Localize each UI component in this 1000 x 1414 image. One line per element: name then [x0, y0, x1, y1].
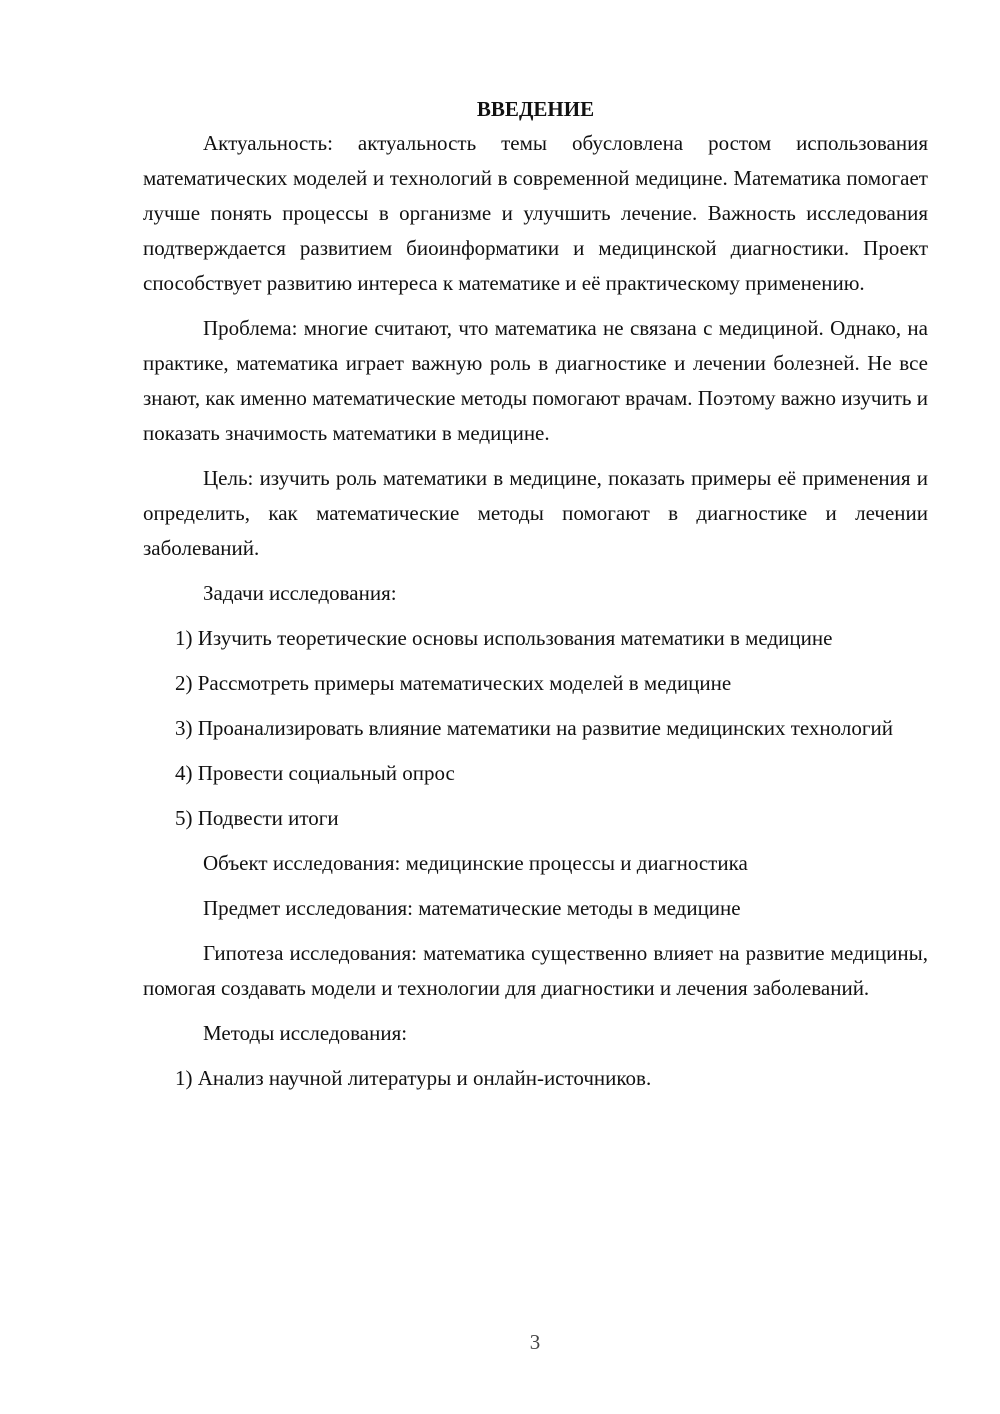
- task-item-3: 3) Проанализировать влияние математики на развитие медицинских технологий: [175, 716, 893, 740]
- task-item-2: 2) Рассмотреть примеры математических моделей в медицине: [175, 671, 732, 695]
- document-page: [143, 92, 928, 1106]
- hypothesis-paragraph: Гипотеза исследования: математика существенно влияет на развитие медицины, помогая создавать модели и технологии для диагностики и лечения заболеваний.: [143, 941, 928, 1000]
- problem-paragraph: Проблема: многие считают, что математика не связана с медициной. Однако, на практике, математика играет важную роль в диагностике и лечении болезней. Не все знают, как именно математические методы помогают врачам. Поэтому важно изучить и показать значимость математики в медицине.: [143, 316, 928, 445]
- goal-paragraph: Цель: изучить роль математики в медицине, показать примеры её применения и определить, как математические методы помогают в диагностике и лечении заболеваний.: [143, 466, 928, 560]
- task-item-1: 1) Изучить теоретические основы использования математики в медицине: [175, 626, 833, 650]
- page-number: 3: [529, 1330, 541, 1354]
- relevance-paragraph: Актуальность: актуальность темы обусловлена ростом использования математических моделей и технологий в современной медицине. Математика помогает лучше понять процессы в организме и улучшить лечение. Важность исследования подтверждается развитием биоинформатики и медицинской диагностики. Проект способствует развитию интереса к математике и её практическому применению.: [143, 131, 928, 295]
- object-paragraph: Объект исследования: медицинские процессы и диагностика: [203, 851, 748, 875]
- methods-heading: Методы исследования:: [203, 1021, 408, 1045]
- task-item-5: 5) Подвести итоги: [175, 806, 339, 830]
- task-item-4: 4) Провести социальный опрос: [175, 761, 455, 785]
- subject-paragraph: Предмет исследования: математические методы в медицине: [203, 896, 741, 920]
- method-item-1: 1) Анализ научной литературы и онлайн-источников.: [175, 1066, 652, 1090]
- tasks-heading: Задачи исследования:: [203, 581, 397, 605]
- page-title: ВВЕДЕНИЕ: [476, 97, 595, 121]
